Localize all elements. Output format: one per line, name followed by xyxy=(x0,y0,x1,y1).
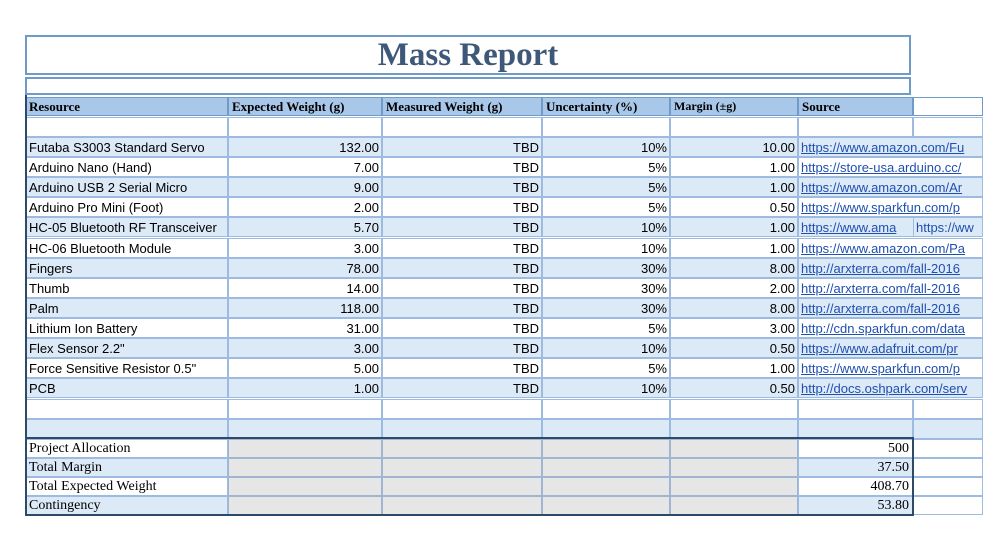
resource-cell[interactable]: Flex Sensor 2.2" xyxy=(25,338,228,358)
measured-weight-cell[interactable]: TBD xyxy=(382,258,542,278)
source-link[interactable]: http://arxterra.com/fall-2016 xyxy=(798,278,983,298)
source-link[interactable]: https://www.amazon.com/Fu xyxy=(798,137,983,157)
summary-shaded-cell[interactable] xyxy=(542,477,670,496)
summary-empty-cell[interactable] xyxy=(913,496,983,515)
measured-weight-cell[interactable]: TBD xyxy=(382,217,542,237)
source-link[interactable]: https://www.amazon.com/Pa xyxy=(798,238,983,258)
empty-cell[interactable] xyxy=(228,419,382,439)
header-source[interactable]: Source xyxy=(798,97,913,116)
summary-right-border xyxy=(912,437,914,516)
header-expected-weight[interactable]: Expected Weight (g) xyxy=(228,97,382,116)
header-resource[interactable]: Resource xyxy=(25,97,228,116)
empty-cell[interactable] xyxy=(670,399,798,419)
measured-weight-cell[interactable]: TBD xyxy=(382,378,542,398)
measured-weight-cell[interactable]: TBD xyxy=(382,278,542,298)
source-link-overflow[interactable]: https://ww xyxy=(913,217,983,237)
resource-cell[interactable]: Arduino Nano (Hand) xyxy=(25,157,228,177)
empty-cell[interactable] xyxy=(542,419,670,439)
margin-cell[interactable]: 1.00 xyxy=(670,217,798,237)
summary-empty-cell[interactable] xyxy=(913,477,983,496)
margin-cell[interactable]: 1.00 xyxy=(670,238,798,258)
measured-weight-cell[interactable]: TBD xyxy=(382,358,542,378)
margin-cell[interactable]: 1.00 xyxy=(670,157,798,177)
margin-cell[interactable]: 8.00 xyxy=(670,298,798,318)
uncertainty-cell[interactable]: 5% xyxy=(542,318,670,338)
title-spacer-row[interactable] xyxy=(25,77,911,95)
measured-weight-cell[interactable]: TBD xyxy=(382,238,542,258)
uncertainty-cell[interactable]: 10% xyxy=(542,238,670,258)
title-cell[interactable] xyxy=(25,35,911,75)
empty-cell[interactable] xyxy=(913,117,983,137)
summary-shaded-cell[interactable] xyxy=(228,477,382,496)
empty-cell[interactable] xyxy=(25,399,228,419)
margin-cell[interactable]: 1.00 xyxy=(670,358,798,378)
source-link[interactable]: https://www.adafruit.com/pr xyxy=(798,338,983,358)
resource-cell[interactable]: HC-05 Bluetooth RF Transceiver xyxy=(25,217,228,237)
empty-cell[interactable] xyxy=(670,117,798,137)
uncertainty-cell[interactable]: 5% xyxy=(542,177,670,197)
empty-cell[interactable] xyxy=(913,419,983,439)
summary-shaded-cell[interactable] xyxy=(670,477,798,496)
expected-weight-cell[interactable]: 118.00 xyxy=(228,298,382,318)
resource-cell[interactable]: HC-06 Bluetooth Module xyxy=(25,238,228,258)
summary-empty-cell[interactable] xyxy=(913,458,983,477)
uncertainty-cell[interactable]: 10% xyxy=(542,378,670,398)
summary-value[interactable]: 500 xyxy=(798,439,913,458)
summary-label[interactable]: Contingency xyxy=(25,496,228,515)
measured-weight-cell[interactable]: TBD xyxy=(382,318,542,338)
measured-weight-cell[interactable]: TBD xyxy=(382,197,542,217)
resource-cell[interactable]: Force Sensitive Resistor 0.5" xyxy=(25,358,228,378)
summary-shaded-cell[interactable] xyxy=(382,496,542,515)
uncertainty-cell[interactable]: 30% xyxy=(542,278,670,298)
uncertainty-cell[interactable]: 30% xyxy=(542,258,670,278)
empty-cell[interactable] xyxy=(382,419,542,439)
source-link[interactable]: https://www.sparkfun.com/p xyxy=(798,197,983,217)
source-link[interactable]: http://arxterra.com/fall-2016 xyxy=(798,298,983,318)
resource-cell[interactable]: Futaba S3003 Standard Servo xyxy=(25,137,228,157)
margin-cell[interactable]: 0.50 xyxy=(670,338,798,358)
summary-shaded-cell[interactable] xyxy=(382,477,542,496)
source-link[interactable]: http://docs.oshpark.com/serv xyxy=(798,378,983,398)
summary-shaded-cell[interactable] xyxy=(382,439,542,458)
measured-weight-cell[interactable]: TBD xyxy=(382,137,542,157)
empty-cell[interactable] xyxy=(382,117,542,137)
expected-weight-cell[interactable]: 5.00 xyxy=(228,358,382,378)
summary-value[interactable]: 37.50 xyxy=(798,458,913,477)
empty-cell[interactable] xyxy=(382,399,542,419)
uncertainty-cell[interactable]: 30% xyxy=(542,298,670,318)
header-uncertainty[interactable]: Uncertainty (%) xyxy=(542,97,670,116)
resource-cell[interactable]: Thumb xyxy=(25,278,228,298)
expected-weight-cell[interactable]: 2.00 xyxy=(228,197,382,217)
margin-cell[interactable]: 2.00 xyxy=(670,278,798,298)
measured-weight-cell[interactable]: TBD xyxy=(382,338,542,358)
empty-cell[interactable] xyxy=(798,419,913,439)
summary-shaded-cell[interactable] xyxy=(670,439,798,458)
source-link[interactable]: https://store-usa.arduino.cc/ xyxy=(798,157,983,177)
empty-cell[interactable] xyxy=(542,117,670,137)
uncertainty-cell[interactable]: 10% xyxy=(542,217,670,237)
expected-weight-cell[interactable]: 132.00 xyxy=(228,137,382,157)
margin-cell[interactable]: 10.00 xyxy=(670,137,798,157)
uncertainty-cell[interactable]: 5% xyxy=(542,157,670,177)
uncertainty-cell[interactable]: 10% xyxy=(542,137,670,157)
expected-weight-cell[interactable]: 1.00 xyxy=(228,378,382,398)
resource-cell[interactable]: PCB xyxy=(25,378,228,398)
uncertainty-cell[interactable]: 10% xyxy=(542,338,670,358)
summary-empty-cell[interactable] xyxy=(913,439,983,458)
uncertainty-cell[interactable]: 5% xyxy=(542,358,670,378)
expected-weight-cell[interactable]: 5.70 xyxy=(228,217,382,237)
expected-weight-cell[interactable]: 31.00 xyxy=(228,318,382,338)
summary-shaded-cell[interactable] xyxy=(542,458,670,477)
table-left-border xyxy=(25,95,27,439)
measured-weight-cell[interactable]: TBD xyxy=(382,298,542,318)
summary-shaded-cell[interactable] xyxy=(228,458,382,477)
summary-shaded-cell[interactable] xyxy=(670,458,798,477)
resource-cell[interactable]: Lithium Ion Battery xyxy=(25,318,228,338)
empty-cell[interactable] xyxy=(542,399,670,419)
empty-cell[interactable] xyxy=(798,399,913,419)
empty-cell[interactable] xyxy=(228,117,382,137)
empty-cell[interactable] xyxy=(670,419,798,439)
source-link[interactable]: https://www.sparkfun.com/p xyxy=(798,358,983,378)
expected-weight-cell[interactable]: 3.00 xyxy=(228,238,382,258)
summary-label[interactable]: Total Margin xyxy=(25,458,228,477)
empty-cell[interactable] xyxy=(25,117,228,137)
margin-cell[interactable]: 0.50 xyxy=(670,197,798,217)
margin-cell[interactable]: 1.00 xyxy=(670,177,798,197)
expected-weight-cell[interactable]: 78.00 xyxy=(228,258,382,278)
expected-weight-cell[interactable]: 3.00 xyxy=(228,338,382,358)
report-title: Mass Report xyxy=(377,36,559,73)
resource-cell[interactable]: Arduino Pro Mini (Foot) xyxy=(25,197,228,217)
source-link[interactable]: https://www.ama xyxy=(798,217,983,237)
summary-shaded-cell[interactable] xyxy=(542,496,670,515)
header-measured-weight[interactable]: Measured Weight (g) xyxy=(382,97,542,116)
measured-weight-cell[interactable]: TBD xyxy=(382,177,542,197)
margin-cell[interactable]: 3.00 xyxy=(670,318,798,338)
summary-shaded-cell[interactable] xyxy=(670,496,798,515)
source-link[interactable]: http://cdn.sparkfun.com/data xyxy=(798,318,983,338)
uncertainty-cell[interactable]: 5% xyxy=(542,197,670,217)
source-link[interactable]: https://www.amazon.com/Ar xyxy=(798,177,983,197)
empty-cell[interactable] xyxy=(25,419,228,439)
summary-shaded-cell[interactable] xyxy=(228,439,382,458)
summary-value[interactable]: 53.80 xyxy=(798,496,913,515)
summary-shaded-cell[interactable] xyxy=(382,458,542,477)
measured-weight-cell[interactable]: TBD xyxy=(382,157,542,177)
summary-value[interactable]: 408.70 xyxy=(798,477,913,496)
resource-cell[interactable]: Arduino USB 2 Serial Micro xyxy=(25,177,228,197)
header-margin[interactable]: Margin (±g) xyxy=(670,97,798,116)
header-empty-cell[interactable] xyxy=(913,97,983,116)
summary-label[interactable]: Project Allocation xyxy=(25,439,228,458)
margin-cell[interactable]: 0.50 xyxy=(670,378,798,398)
empty-cell[interactable] xyxy=(913,399,983,419)
summary-shaded-cell[interactable] xyxy=(228,496,382,515)
margin-cell[interactable]: 8.00 xyxy=(670,258,798,278)
empty-cell[interactable] xyxy=(228,399,382,419)
summary-shaded-cell[interactable] xyxy=(542,439,670,458)
empty-cell[interactable] xyxy=(798,117,913,137)
source-link[interactable]: http://arxterra.com/fall-2016 xyxy=(798,258,983,278)
expected-weight-cell[interactable]: 14.00 xyxy=(228,278,382,298)
expected-weight-cell[interactable]: 7.00 xyxy=(228,157,382,177)
summary-label[interactable]: Total Expected Weight xyxy=(25,477,228,496)
resource-cell[interactable]: Palm xyxy=(25,298,228,318)
resource-cell[interactable]: Fingers xyxy=(25,258,228,278)
expected-weight-cell[interactable]: 9.00 xyxy=(228,177,382,197)
